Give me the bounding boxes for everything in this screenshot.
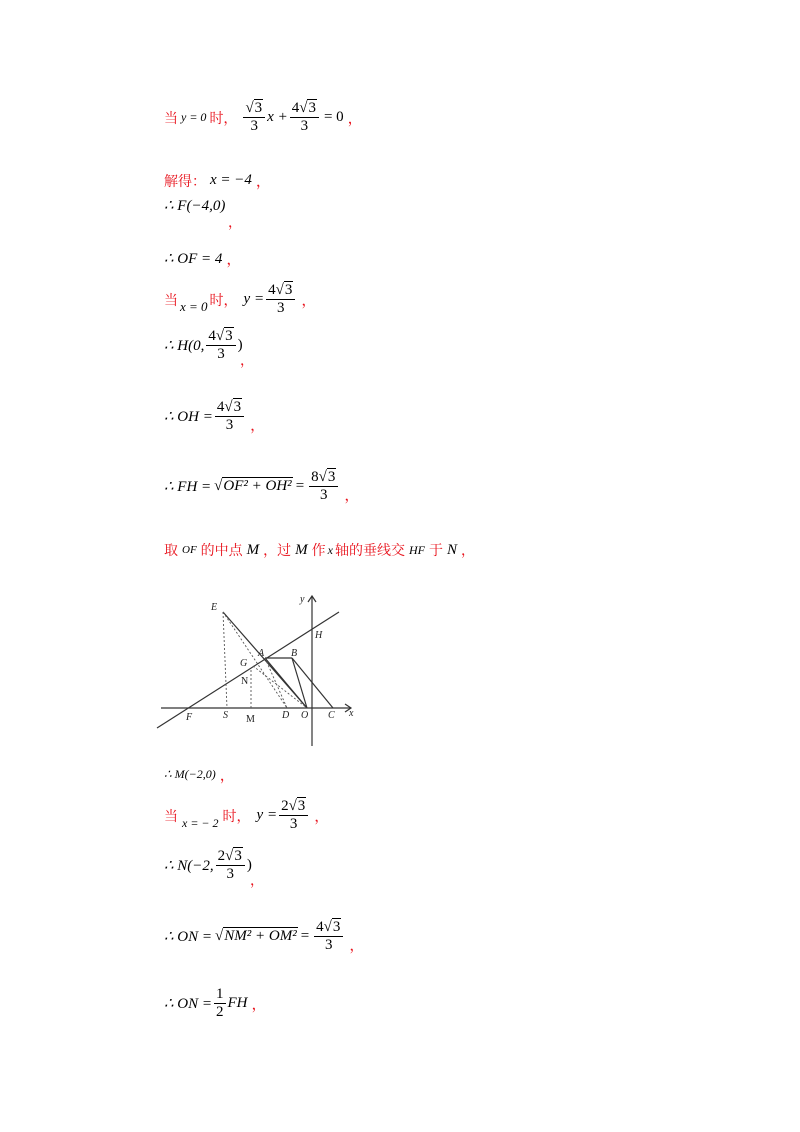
step-5-cond: x = 0 — [180, 298, 208, 314]
fraction-4sqrt3-over-3: $\frac{4√3}{3}$ — [206, 328, 235, 363]
step-2-prefix: 解得： — [164, 173, 206, 190]
step-8 — [164, 468, 359, 505]
step-2 — [164, 170, 271, 191]
step-1-mid: x + — [267, 109, 288, 125]
step-12-rhs: ) — [246, 857, 252, 873]
step-8-mid: = — [295, 478, 305, 494]
step-9-v3: M — [295, 541, 308, 558]
step-11-prefix: 当 — [164, 808, 178, 825]
step-1-suffix: 时， — [209, 110, 238, 127]
step-5-end: ， — [301, 293, 317, 309]
step-9-v2: M — [246, 541, 260, 558]
fraction-4sqrt3-over-3: $\frac{4√3}{3}$ — [290, 100, 319, 135]
fraction-4sqrt3-over-3: $\frac{4√3}{3}$ — [314, 919, 343, 954]
step-10-text: ∴ M(−2,0) — [164, 767, 216, 781]
step-11-suffix: 时， — [222, 808, 251, 825]
step-12 — [164, 848, 252, 883]
step-6-lhs: ∴ H(0, — [164, 338, 205, 354]
step-6-rhs: ) — [237, 337, 243, 353]
step-12-lhs: ∴ N(−2, — [164, 858, 214, 874]
step-8-end: ， — [344, 488, 360, 504]
step-9-p2: 的中点 — [200, 543, 243, 559]
segment-bo — [292, 658, 307, 708]
step-14-rhs: FH — [227, 995, 248, 1011]
step-5 — [164, 282, 316, 317]
label-b: B — [291, 648, 298, 659]
step-13-end: ， — [349, 938, 365, 954]
fraction-1-over-2: $\frac{1}{2}$ — [216, 986, 224, 1020]
label-m: M — [246, 714, 255, 725]
sqrt-expression: √OF² + OH² — [214, 478, 292, 494]
label-x: x — [349, 708, 354, 719]
step-6-end: ， — [240, 354, 254, 369]
label-h: H — [315, 630, 323, 641]
step-7 — [164, 398, 265, 435]
label-n: N — [241, 676, 249, 687]
step-5-lhs: y = — [243, 291, 265, 307]
step-13-lhs: ∴ ON = — [164, 929, 213, 945]
fraction-2sqrt3-over-3: $\frac{2√3}{3}$ — [216, 848, 245, 883]
dashed-ad — [265, 658, 287, 708]
label-g: G — [240, 658, 248, 669]
step-14-lhs: ∴ ON = — [164, 996, 213, 1012]
step-9-p3: ，过 — [263, 543, 292, 559]
step-9-v6: N — [447, 541, 458, 558]
step-9 — [164, 540, 475, 560]
label-c: C — [328, 710, 335, 721]
step-1 — [164, 100, 363, 135]
step-5-prefix: 当 — [164, 292, 178, 309]
step-11 — [164, 798, 329, 833]
step-7-end: ， — [250, 418, 266, 434]
sqrt-expression: √NM² + OM² — [215, 928, 297, 944]
dashed-go — [253, 666, 307, 708]
dashed-es — [223, 612, 227, 708]
step-3-end: ， — [228, 216, 242, 231]
step-14-end: ， — [251, 997, 267, 1013]
step-9-p4: 作 — [311, 543, 326, 559]
step-9-p7: ， — [461, 543, 476, 559]
dashed-ed — [223, 612, 287, 708]
fraction-sqrt3-over-3: $\frac{√3}{3}$ — [243, 100, 265, 135]
geometry-diagram — [155, 588, 365, 750]
step-9-p6: 于 — [429, 543, 443, 559]
step-11-end: ， — [314, 809, 330, 825]
label-s: S — [223, 710, 228, 721]
step-5-suffix: 时， — [209, 292, 238, 309]
step-11-lhs: y = — [256, 807, 278, 823]
label-y: y — [300, 594, 305, 605]
step-9-p5: 轴的垂线交 — [335, 543, 405, 559]
label-e: E — [211, 602, 218, 613]
label-f: F — [186, 712, 193, 723]
step-4 — [164, 248, 241, 269]
step-10-end: ， — [219, 768, 235, 784]
label-a: A — [258, 648, 265, 659]
step-3-text: ∴ F(−4,0) — [164, 198, 226, 214]
step-1-end: ， — [347, 111, 363, 127]
step-14 — [164, 986, 267, 1021]
fraction-4sqrt3-over-3: $\frac{4√3}{3}$ — [266, 282, 295, 317]
fraction-4sqrt3-over-3: $\frac{4√3}{3}$ — [215, 399, 244, 434]
step-2-end: ， — [255, 174, 271, 190]
step-9-v1: OF — [182, 544, 197, 556]
step-9-v5: HF — [409, 542, 425, 557]
step-6 — [164, 328, 243, 363]
step-1-cond: y = 0 — [181, 110, 207, 124]
step-2-eq: x = −4 — [210, 172, 252, 188]
fraction-8sqrt3-over-3: $\frac{8√3}{3}$ — [309, 469, 338, 504]
step-13-mid: = — [300, 928, 310, 944]
step-1-tail: = 0 — [323, 109, 344, 125]
step-4-text: ∴ OF = 4 — [164, 251, 223, 267]
step-7-lhs: ∴ OH = — [164, 409, 213, 425]
segment-ao — [265, 658, 307, 708]
label-d: D — [282, 710, 290, 721]
step-12-end: ， — [250, 874, 264, 889]
fraction-2sqrt3-over-3: $\frac{2√3}{3}$ — [279, 798, 308, 833]
step-13 — [164, 918, 364, 955]
step-9-p1: 取 — [164, 543, 178, 559]
step-9-v4: x — [327, 542, 333, 557]
step-10 — [164, 764, 235, 785]
label-o: O — [301, 710, 309, 721]
step-8-lhs: ∴ FH = — [164, 479, 212, 495]
step-4-end: ， — [226, 252, 242, 268]
step-11-cond: x = − 2 — [182, 816, 219, 830]
step-3 — [164, 196, 225, 215]
step-1-prefix: 当 — [164, 110, 178, 127]
